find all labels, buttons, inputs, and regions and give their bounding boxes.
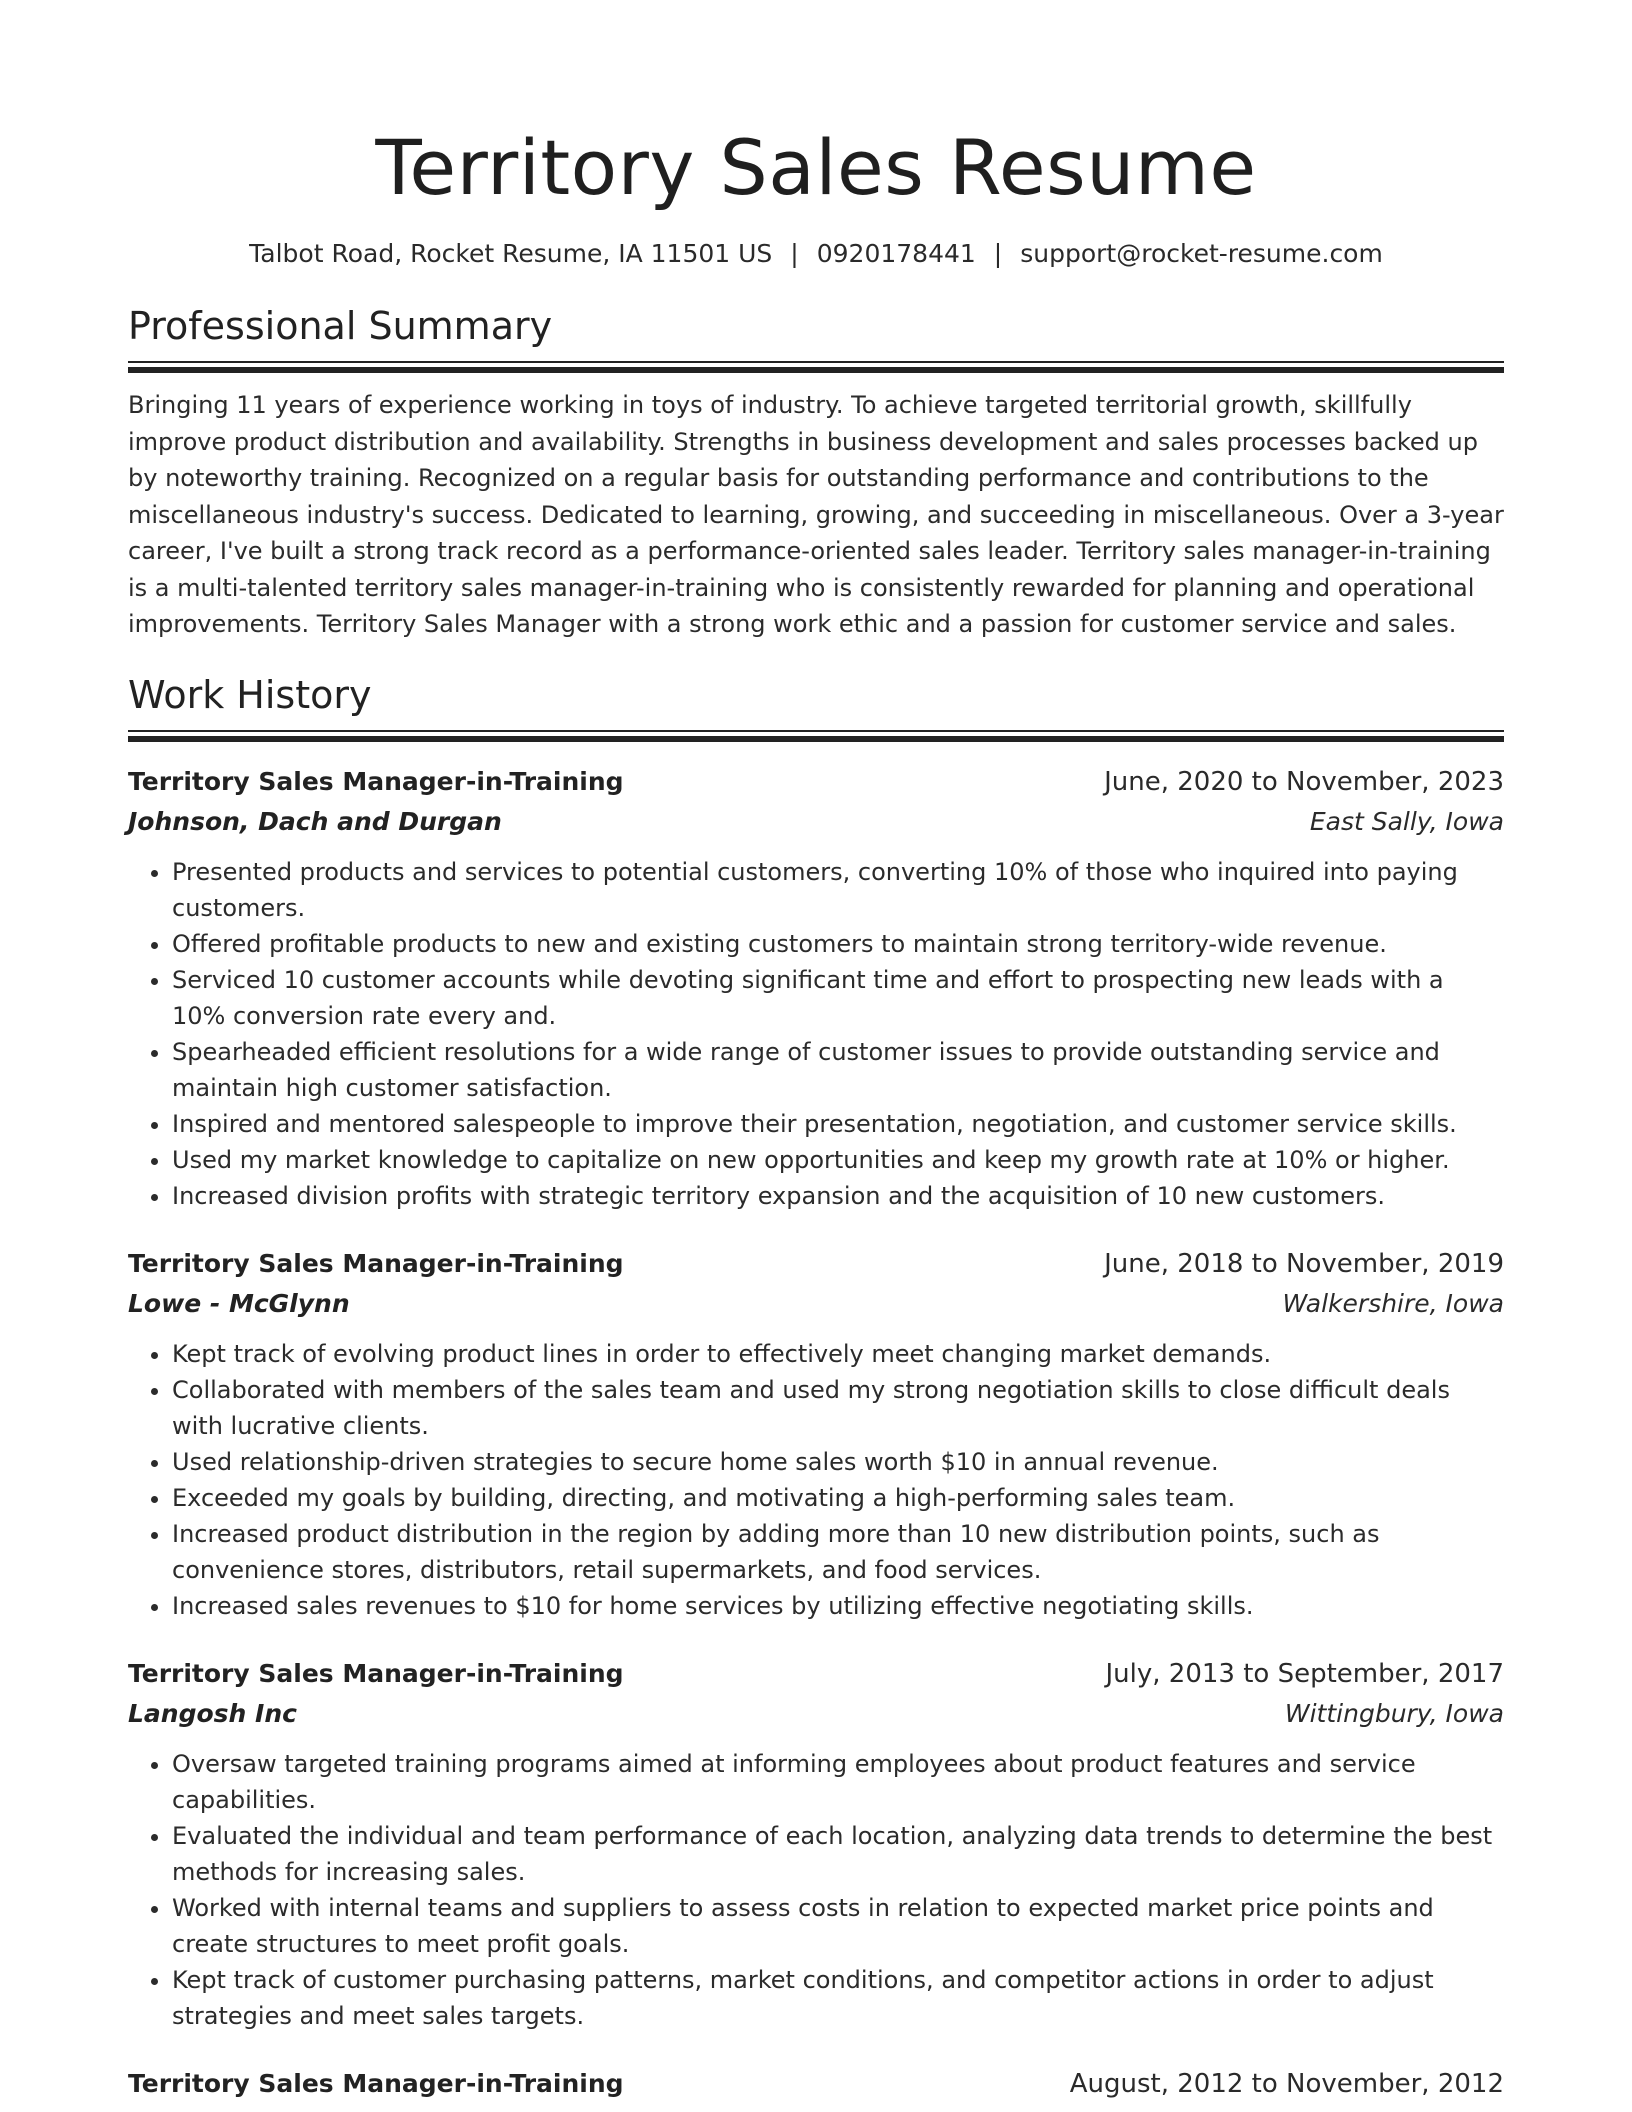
job-bullet: • Collaborated with members of the sales team and used my strong negotiation skills to close difficult deals with lucrative clients. <box>172 1372 1504 1444</box>
job-dates: August, 2012 to November, 2012 <box>1069 2068 1504 2099</box>
job-bullet: • Kept track of customer purchasing patterns, market conditions, and competitor actions in order to adjust strategies and meet sales targets. <box>172 1962 1504 2034</box>
contact-line <box>128 236 1504 272</box>
contact-phone[interactable]: 0920178441 <box>816 239 976 268</box>
job-bullet: • Kept track of evolving product lines in order to effectively meet changing market demands. <box>172 1336 1504 1372</box>
job-bullet: • Used relationship-driven strategies to secure home sales worth $10 in annual revenue. <box>172 1444 1504 1480</box>
job-bullet: • Increased sales revenues to $10 for home services by utilizing effective negotiating skills. <box>172 1588 1504 1624</box>
job-bullet: • Offered profitable products to new and existing customers to maintain strong territory-wide revenue. <box>172 926 1504 962</box>
job-entry <box>128 2064 1504 2104</box>
job-bullet: • Worked with internal teams and suppliers to assess costs in relation to expected market price points and create structures to meet profit goals. <box>172 1890 1504 1962</box>
job-bullet: • Evaluated the individual and team performance of each location, analyzing data trends to determine the best methods for increasing sales. <box>172 1818 1504 1890</box>
job-title: Territory Sales Manager-in-Training <box>128 1658 624 1688</box>
job-location: Wittingbury, Iowa <box>1284 1698 1504 1728</box>
job-bullet: • Presented products and services to potential customers, converting 10% of those who inquired into paying customers. <box>172 854 1504 926</box>
job-location: Walkershire, Iowa <box>1282 1288 1504 1318</box>
job-bullets <box>128 854 1504 1214</box>
page-title: Territory Sales Resume <box>375 123 1257 212</box>
professional-summary-section <box>128 302 1504 643</box>
job-entry <box>128 1654 1504 2034</box>
job-title: Territory Sales Manager-in-Training <box>128 2068 624 2098</box>
job-bullet: • Oversaw targeted training programs aimed at informing employees about product features and service capabilities. <box>172 1746 1504 1818</box>
job-dates: June, 2018 to November, 2019 <box>1104 1248 1504 1279</box>
job-bullet: • Inspired and mentored salespeople to improve their presentation, negotiation, and customer service skills. <box>172 1106 1504 1142</box>
contact-separator: | <box>993 239 1003 268</box>
job-company: Langosh Inc <box>128 1698 297 1728</box>
contact-address: Talbot Road, Rocket Resume, IA 11501 US <box>249 239 773 268</box>
section-divider <box>128 361 1504 363</box>
resume-page <box>128 0 1504 2104</box>
job-location: East Sally, Iowa <box>1309 806 1504 836</box>
contact-email[interactable]: support@rocket-resume.com <box>1020 239 1383 268</box>
job-entry <box>128 762 1504 1214</box>
job-dates: June, 2020 to November, 2023 <box>1104 766 1504 797</box>
job-bullet: • Used my market knowledge to capitalize on new opportunities and keep my growth rate at 10% or higher. <box>172 1142 1504 1178</box>
job-bullet: • Serviced 10 customer accounts while devoting significant time and effort to prospecting new leads with a 10% conversion rate every and. <box>172 962 1504 1034</box>
summary-text: Bringing 11 years of experience working in toys of industry. To achieve targeted territorial growth, skillfully improve product distribution and availability. Strengths in business development and sales processes backed up by noteworthy training. Recognized on a regular basis for outstanding performance and contributions to the miscellaneous industry's success. Dedicated to learning, growing, and succeeding in miscellaneous. Over a 3-year career, I've built a strong track record as a performance-oriented sales leader. Territory sales manager-in-training is a multi-talented territory sales manager-in-training who is consistently rewarded for planning and operational improvements. Territory Sales Manager with a strong work ethic and a passion for customer service and sales. <box>128 391 1504 638</box>
job-company: Johnson, Dach and Durgan <box>128 806 502 836</box>
job-entry <box>128 1244 1504 1624</box>
contact-separator: | <box>790 239 799 268</box>
job-bullet: • Increased division profits with strategic territory expansion and the acquisition of 10 new customers. <box>172 1178 1504 1214</box>
section-heading-work-history: Work History <box>128 672 372 717</box>
job-bullet: • Spearheaded efficient resolutions for a wide range of customer issues to provide outstanding service and maintain high customer satisfaction. <box>172 1034 1504 1106</box>
job-dates: July, 2013 to September, 2017 <box>1105 1658 1504 1689</box>
section-divider <box>128 736 1504 742</box>
job-bullet: • Increased product distribution in the region by adding more than 10 new distribution points, such as convenience stores, distributors, retail supermarkets, and food services. <box>172 1516 1504 1588</box>
job-title: Territory Sales Manager-in-Training <box>128 766 624 796</box>
section-divider <box>128 730 1504 732</box>
job-title: Territory Sales Manager-in-Training <box>128 1248 624 1278</box>
work-history-section <box>128 671 1504 2104</box>
job-bullets <box>128 1336 1504 1624</box>
job-bullet: • Exceeded my goals by building, directing, and motivating a high-performing sales team. <box>172 1480 1504 1516</box>
section-divider <box>128 367 1504 373</box>
job-bullets <box>128 1746 1504 2034</box>
job-company: Lowe - McGlynn <box>128 1288 350 1318</box>
section-heading-summary: Professional Summary <box>128 304 553 348</box>
